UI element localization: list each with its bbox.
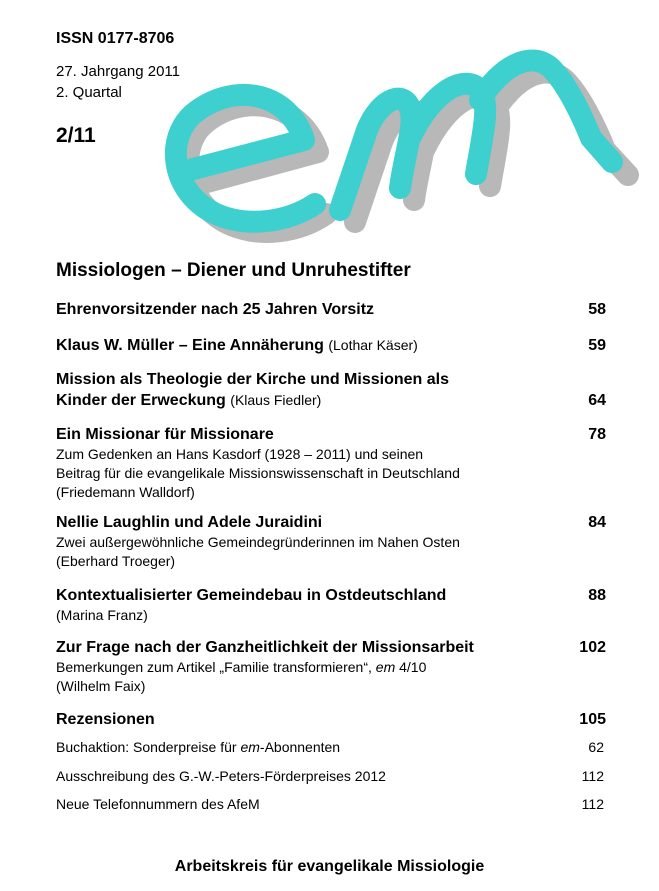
page-number: 62 [588, 739, 604, 755]
toc-entry[interactable] [56, 424, 606, 504]
misc-item[interactable] [56, 738, 604, 756]
misc-item-text: Neue Telefonnummern des AfeM [56, 796, 260, 812]
page-number: 105 [579, 711, 606, 728]
publisher-footer: Arbeitskreis für evangelikale Missiologie [174, 858, 485, 875]
entry-subtitle: Zum Gedenken an Hans Kasdorf (1928 – 2011) und seinen [56, 446, 424, 462]
entry-subtitle-text: Bemerkungen zum Artikel „Familie transformieren“, [56, 659, 376, 675]
misc-item-text: Ausschreibung des G.-W.-Peters-Förderpreises 2012 [56, 768, 386, 784]
page-number: 78 [588, 426, 606, 443]
issue-number: 2/11 [56, 124, 96, 147]
entry-subtitle [56, 658, 536, 677]
entry-author: (Klaus Fiedler) [230, 392, 322, 408]
page-number: 88 [588, 587, 606, 604]
toc-entry[interactable] [56, 709, 606, 730]
volume-year: 27. Jahrgang 2011 [56, 63, 180, 80]
entry-title: Zur Frage nach der Ganzheitlichkeit der Missionsarbeit [56, 639, 474, 656]
entry-title: Rezensionen [56, 711, 155, 728]
page-number: 58 [588, 301, 606, 318]
toc-entry[interactable] [56, 585, 606, 625]
entry-subtitle-text: 4/10 [395, 659, 427, 675]
entry-title: Nellie Laughlin und Adele Juraidini [56, 514, 323, 531]
entry-subtitle: Beitrag für die evangelikale Missionswissenschaft in Deutschland [56, 465, 460, 481]
entry-author: (Wilhelm Faix) [56, 678, 146, 694]
page-number: 112 [581, 796, 604, 812]
toc-entry[interactable] [56, 637, 606, 697]
entry-title-line: Mission als Theologie der Kirche und Missionen als [56, 371, 449, 388]
entry-title [56, 369, 536, 411]
entry-title: Ein Missionar für Missionare [56, 426, 274, 443]
misc-item[interactable] [56, 795, 604, 813]
page-number: 64 [588, 392, 606, 409]
toc-entry[interactable] [56, 512, 606, 572]
misc-item-text: -Abonnenten [259, 739, 341, 755]
quarter: 2. Quartal [56, 84, 122, 101]
entry-author: (Marina Franz) [56, 607, 148, 623]
em-abbrev: em [375, 659, 396, 675]
main-title: Missiologen – Diener und Unruhestifter [56, 260, 411, 281]
em-abbrev: em [240, 739, 260, 755]
toc-entry[interactable] [56, 335, 606, 356]
misc-item-text: Buchaktion: Sonderpreise für [56, 739, 241, 755]
entry-title-line: Kinder der Erweckung [56, 392, 226, 409]
page-number: 84 [588, 514, 606, 531]
misc-item[interactable] [56, 767, 604, 785]
entry-title-text: Klaus W. Müller – Eine Annäherung [56, 337, 324, 354]
entry-title: Kontextualisierter Gemeindebau in Ostdeutschland [56, 587, 447, 604]
entry-author: (Eberhard Troeger) [56, 553, 176, 569]
entry-title: Ehrenvorsitzender nach 25 Jahren Vorsitz [56, 301, 375, 318]
page-number: 59 [588, 337, 606, 354]
issn-number: ISSN 0177-8706 [56, 30, 175, 47]
entry-title [56, 335, 526, 356]
toc-entry[interactable] [56, 369, 606, 411]
em-logo [0, 0, 659, 260]
page-number: 102 [579, 639, 606, 656]
page-number: 112 [581, 768, 604, 784]
entry-subtitle: Zwei außergewöhnliche Gemeindegründerinnen im Nahen Osten [56, 534, 460, 550]
entry-author: (Friedemann Walldorf) [56, 484, 195, 500]
entry-author: (Lothar Käser) [328, 337, 418, 353]
toc-entry[interactable] [56, 299, 606, 320]
